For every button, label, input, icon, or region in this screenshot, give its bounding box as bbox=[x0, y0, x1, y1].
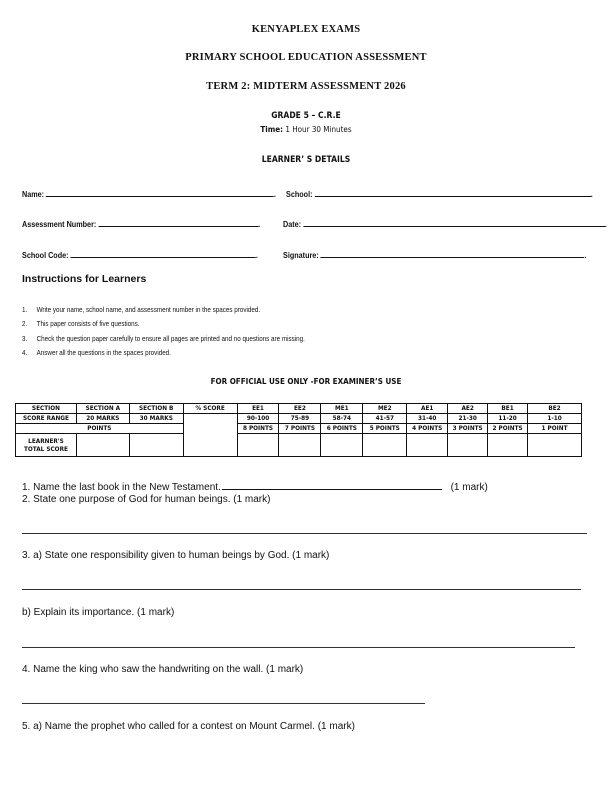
table-row bbox=[16, 434, 582, 457]
points-cell: 4 POINTS bbox=[407, 424, 448, 434]
level-score-cell[interactable] bbox=[279, 434, 321, 457]
learner-total-line-1: LEARNER'S bbox=[28, 437, 64, 445]
instruction-text: This paper consists of five questions. bbox=[36, 319, 140, 328]
section-a-header: SECTION A bbox=[76, 404, 129, 414]
range-cell: 58-74 bbox=[321, 414, 363, 424]
date-label: Date: bbox=[283, 219, 302, 229]
level-header: EE2 bbox=[279, 404, 321, 414]
question-2: 2. State one purpose of God for human beings. (1 mark) bbox=[22, 494, 271, 505]
level-header: AE1 bbox=[407, 404, 448, 414]
time-line bbox=[0, 125, 612, 134]
score-table bbox=[15, 403, 582, 457]
assessment-number-field[interactable]: Assessment Number: . bbox=[22, 219, 261, 229]
level-score-cell[interactable] bbox=[237, 434, 279, 457]
name-line bbox=[46, 187, 274, 197]
points-cell: 2 POINTS bbox=[488, 424, 528, 434]
section-b-marks: 30 MARKS bbox=[129, 414, 183, 424]
assessment-title: PRIMARY SCHOOL EDUCATION ASSESSMENT bbox=[185, 52, 427, 63]
points-cell: 3 POINTS bbox=[448, 424, 488, 434]
level-score-cell[interactable] bbox=[321, 434, 363, 457]
school-code-label: School Code: bbox=[22, 250, 69, 260]
grade-subject: GRADE 5 – C.R.E bbox=[271, 111, 341, 121]
section-b-header: SECTION B bbox=[129, 404, 183, 414]
level-header: ME1 bbox=[321, 404, 363, 414]
instruction-text: Check the question paper carefully to ensure all pages are printed and no questions are missing. bbox=[36, 334, 305, 343]
school-code-line bbox=[71, 248, 256, 258]
level-header: BE2 bbox=[528, 404, 582, 414]
points-label: POINTS bbox=[16, 424, 184, 434]
section-a-score-cell[interactable] bbox=[76, 434, 129, 457]
date-line bbox=[303, 217, 605, 227]
instruction-item bbox=[22, 305, 260, 314]
instruction-item bbox=[22, 319, 140, 328]
level-header: AE2 bbox=[448, 404, 488, 414]
question-5a: 5. a) Name the prophet who called for a contest on Mount Carmel. (1 mark) bbox=[22, 721, 355, 732]
range-cell: 75-89 bbox=[279, 414, 321, 424]
instruction-item bbox=[22, 348, 171, 357]
question-1-answer-line[interactable] bbox=[222, 480, 442, 490]
range-cell: 1-10 bbox=[528, 414, 582, 424]
instruction-number: 3. bbox=[22, 334, 28, 343]
points-cell: 6 POINTS bbox=[321, 424, 363, 434]
range-cell: 21-30 bbox=[448, 414, 488, 424]
level-score-cell[interactable] bbox=[407, 434, 448, 457]
instruction-text: Answer all the questions in the spaces provided. bbox=[36, 348, 171, 357]
points-cell: 8 POINTS bbox=[237, 424, 279, 434]
table-row bbox=[16, 404, 582, 414]
level-header: EE1 bbox=[237, 404, 279, 414]
table-row bbox=[16, 424, 582, 434]
instructions-title: Instructions for Learners bbox=[22, 273, 147, 285]
level-score-cell[interactable] bbox=[488, 434, 528, 457]
school-code-field[interactable]: School Code: . bbox=[22, 250, 258, 260]
instruction-number: 1. bbox=[22, 305, 28, 314]
signature-line bbox=[321, 248, 585, 258]
exam-org-title: KENYAPLEX EXAMS bbox=[251, 24, 361, 35]
question-1-mark: (1 mark) bbox=[450, 482, 488, 493]
level-header: BE1 bbox=[488, 404, 528, 414]
learner-total-label bbox=[16, 434, 77, 457]
answer-line[interactable] bbox=[22, 703, 425, 704]
school-field[interactable]: School: . bbox=[286, 189, 593, 199]
table-row bbox=[16, 414, 582, 424]
date-field[interactable]: Date: . bbox=[283, 219, 607, 229]
level-score-cell[interactable] bbox=[448, 434, 488, 457]
assessment-number-label: Assessment Number: bbox=[22, 219, 97, 229]
range-cell: 90-100 bbox=[237, 414, 279, 424]
level-header: ME2 bbox=[363, 404, 407, 414]
range-cell: 11-20 bbox=[488, 414, 528, 424]
answer-line[interactable] bbox=[22, 589, 581, 590]
assessment-number-line bbox=[98, 217, 258, 227]
instruction-item bbox=[22, 334, 305, 343]
pct-score-cell[interactable] bbox=[183, 414, 237, 457]
school-label: School: bbox=[286, 189, 313, 199]
answer-line[interactable] bbox=[22, 533, 587, 534]
time-label: Time: bbox=[260, 125, 284, 134]
question-3a: 3. a) State one responsibility given to human beings by God. (1 mark) bbox=[22, 550, 330, 561]
time-value: 1 Hour 30 Minutes bbox=[285, 125, 352, 134]
question-1 bbox=[22, 480, 488, 493]
term-title: TERM 2: MIDTERM ASSESSMENT 2026 bbox=[206, 81, 406, 92]
learner-total-line-2: TOTAL SCORE bbox=[23, 445, 68, 453]
learner-details-title: LEARNER’ S DETAILS bbox=[261, 155, 351, 165]
score-range-label: SCORE RANGE bbox=[16, 414, 77, 424]
range-cell: 31-40 bbox=[407, 414, 448, 424]
school-line bbox=[315, 187, 591, 197]
signature-field[interactable]: Signature: . bbox=[283, 250, 587, 260]
points-cell: 1 POINT bbox=[528, 424, 582, 434]
points-cell: 7 POINTS bbox=[279, 424, 321, 434]
instruction-number: 4. bbox=[22, 348, 28, 357]
section-header: SECTION bbox=[16, 404, 77, 414]
official-use-heading: FOR OFFICIAL USE ONLY -FOR EXAMINER’S USE bbox=[210, 377, 402, 386]
points-cell: 5 POINTS bbox=[363, 424, 407, 434]
question-4: 4. Name the king who saw the handwriting on the wall. (1 mark) bbox=[22, 664, 304, 675]
section-b-score-cell[interactable] bbox=[129, 434, 183, 457]
level-score-cell[interactable] bbox=[528, 434, 582, 457]
instruction-number: 2. bbox=[22, 319, 28, 328]
level-score-cell[interactable] bbox=[363, 434, 407, 457]
section-a-marks: 20 MARKS bbox=[76, 414, 129, 424]
range-cell: 41-57 bbox=[363, 414, 407, 424]
question-3b: b) Explain its importance. (1 mark) bbox=[22, 607, 175, 618]
signature-label: Signature: bbox=[283, 250, 319, 260]
pct-score-header: % SCORE bbox=[183, 404, 237, 414]
name-field[interactable]: Name: . bbox=[22, 189, 276, 199]
answer-line[interactable] bbox=[22, 647, 575, 648]
instruction-text: Write your name, school name, and assessment number in the spaces provided. bbox=[36, 305, 261, 314]
question-1-text: 1. Name the last book in the New Testament. bbox=[22, 482, 221, 493]
name-label: Name: bbox=[22, 189, 45, 199]
